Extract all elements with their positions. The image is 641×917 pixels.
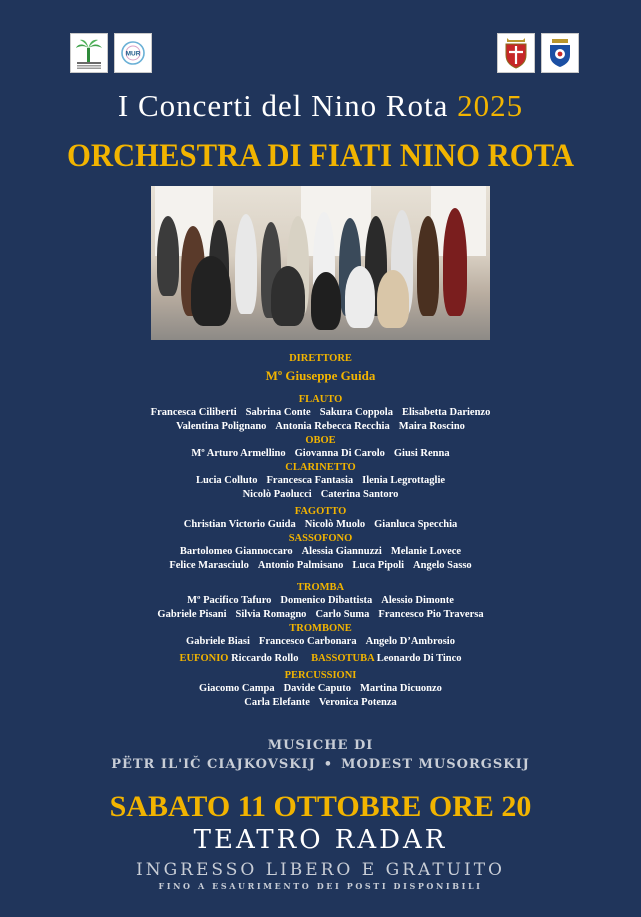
left-logos: [70, 33, 152, 73]
musician-name: Valentina Polignano: [176, 421, 267, 432]
musician-name: Gianluca Specchia: [374, 519, 458, 530]
names-row: [0, 518, 641, 532]
musician-name: Angelo Sasso: [413, 560, 472, 571]
names-row: [0, 594, 641, 608]
section-bassotuba: BASSOTUBA: [311, 653, 375, 664]
musician-name: Angelo D’Ambrosio: [365, 636, 455, 647]
section-percussioni: PERCUSSIONI: [284, 670, 357, 681]
musician-name: Davide Caputo: [283, 683, 351, 694]
musician-name: Felice Marasciulo: [169, 560, 249, 571]
names-row: [0, 488, 641, 502]
names-row: [0, 447, 641, 461]
euphonium-tuba-row: [0, 652, 641, 666]
musician-name: Silvia Romagno: [235, 609, 307, 620]
musician-name: Gabriele Biasi: [186, 636, 250, 647]
director-label: DIRETTORE: [289, 353, 352, 364]
names-row: [0, 406, 641, 420]
section-oboe: OBOE: [305, 435, 336, 446]
musician-name: Melanie Lovece: [390, 546, 462, 557]
musician-name: Christian Victorio Guida: [183, 519, 296, 530]
crest-icon: [545, 36, 575, 70]
orchestra-title: ORCHESTRA DI FIATI NINO ROTA: [66, 138, 575, 174]
musician-name: Luca Pipoli: [352, 560, 405, 571]
orchestra-photo: [151, 186, 490, 340]
right-logos: [497, 33, 579, 73]
section-tromba: TROMBA: [296, 582, 345, 593]
names-row: [0, 635, 641, 649]
section-trombone: TROMBONE: [289, 623, 352, 634]
city-coat-of-arms: [497, 33, 535, 73]
musician-name: Mº Pacifico Tafuro: [187, 595, 272, 606]
entry-info: INGRESSO LIBERO E GRATUITO: [136, 860, 505, 880]
event-venue: TEATRO RADAR: [193, 825, 448, 855]
musician-name: Gabriele Pisani: [157, 609, 227, 620]
musician-name: Leonardo Di Tinco: [376, 653, 462, 664]
musician-name: Lucia Colluto: [195, 475, 258, 486]
series-name: I Concerti del Nino Rota: [117, 88, 449, 123]
names-row: [0, 696, 641, 710]
section-flauto: FLAUTO: [298, 394, 343, 405]
musician-name: Francesco Carbonara: [258, 636, 357, 647]
names-row: [0, 608, 641, 622]
musician-name: Giacomo Campa: [199, 683, 275, 694]
orchestra-credits: [0, 352, 641, 710]
musician-name: Giovanna Di Carolo: [294, 448, 385, 459]
section-clarinetto: CLARINETTO: [285, 462, 356, 473]
musician-name: Ilenia Legrottaglie: [362, 475, 446, 486]
musician-name: Elisabetta Darienzo: [401, 407, 491, 418]
musician-name: Maira Roscino: [398, 421, 465, 432]
names-row: [0, 559, 641, 573]
director-name: Mº Giuseppe Guida: [265, 368, 376, 383]
musician-name: Martina Dicuonzo: [359, 683, 442, 694]
program-label: MUSICHE DI: [267, 738, 374, 753]
composer-1: PËTR IL'IČ CIAJKOVSKIJ: [111, 757, 316, 772]
musician-name: Nicolò Muolo: [304, 519, 366, 530]
musician-name: Francesco Pio Traversa: [378, 609, 484, 620]
musician-name: Antonio Palmisano: [257, 560, 344, 571]
musician-name: Veronica Potenza: [318, 697, 397, 708]
mur-text: MUR: [125, 50, 141, 58]
event-date: SABATO 11 OTTOBRE ORE 20: [109, 790, 532, 823]
musician-name: Caterina Santoro: [320, 489, 399, 500]
musician-name: Carla Elefante: [244, 697, 310, 708]
musician-name: Alessio Dimonte: [381, 595, 454, 606]
musician-name: Bartolomeo Giannoccaro: [179, 546, 293, 557]
composers-line: [0, 757, 641, 772]
musician-name: Francesca Fantasia: [266, 475, 354, 486]
musician-name: Sakura Coppola: [319, 407, 393, 418]
concert-series-title: [0, 88, 641, 124]
names-row: [0, 420, 641, 434]
ministry-emblem-icon: [116, 36, 150, 70]
musician-name: Mº Arturo Armellino: [191, 448, 286, 459]
names-row: [0, 682, 641, 696]
musician-name: Alessia Giannuzzi: [301, 546, 382, 557]
names-row: [0, 545, 641, 559]
mur-logo: [114, 33, 152, 73]
conservatory-logo: [70, 33, 108, 73]
section-eufonio: EUFONIO: [179, 653, 229, 664]
region-coat-of-arms: [541, 33, 579, 73]
musician-name: Francesca Ciliberti: [150, 407, 237, 418]
musician-name: Carlo Suma: [315, 609, 370, 620]
shield-icon: [501, 36, 531, 70]
composer-2: MODEST MUSORGSKIJ: [341, 757, 530, 772]
musician-name: Giusi Renna: [393, 448, 450, 459]
series-year: 2025: [457, 88, 524, 123]
musician-name: Nicolò Paolucci: [242, 489, 312, 500]
section-fagotto: FAGOTTO: [294, 506, 347, 517]
bullet-separator: •: [323, 757, 334, 772]
entry-note: FINO A ESAURIMENTO DEI POSTI DISPONIBILI: [158, 881, 483, 891]
musician-name: Sabrina Conte: [245, 407, 311, 418]
musician-name: Riccardo Rollo: [231, 653, 299, 664]
section-sassofono: SASSOFONO: [288, 533, 353, 544]
musician-name: Antonia Rebecca Recchia: [275, 421, 390, 432]
names-row: [0, 474, 641, 488]
palm-tree-icon: [73, 36, 105, 70]
musician-name: Domenico Dibattista: [280, 595, 373, 606]
